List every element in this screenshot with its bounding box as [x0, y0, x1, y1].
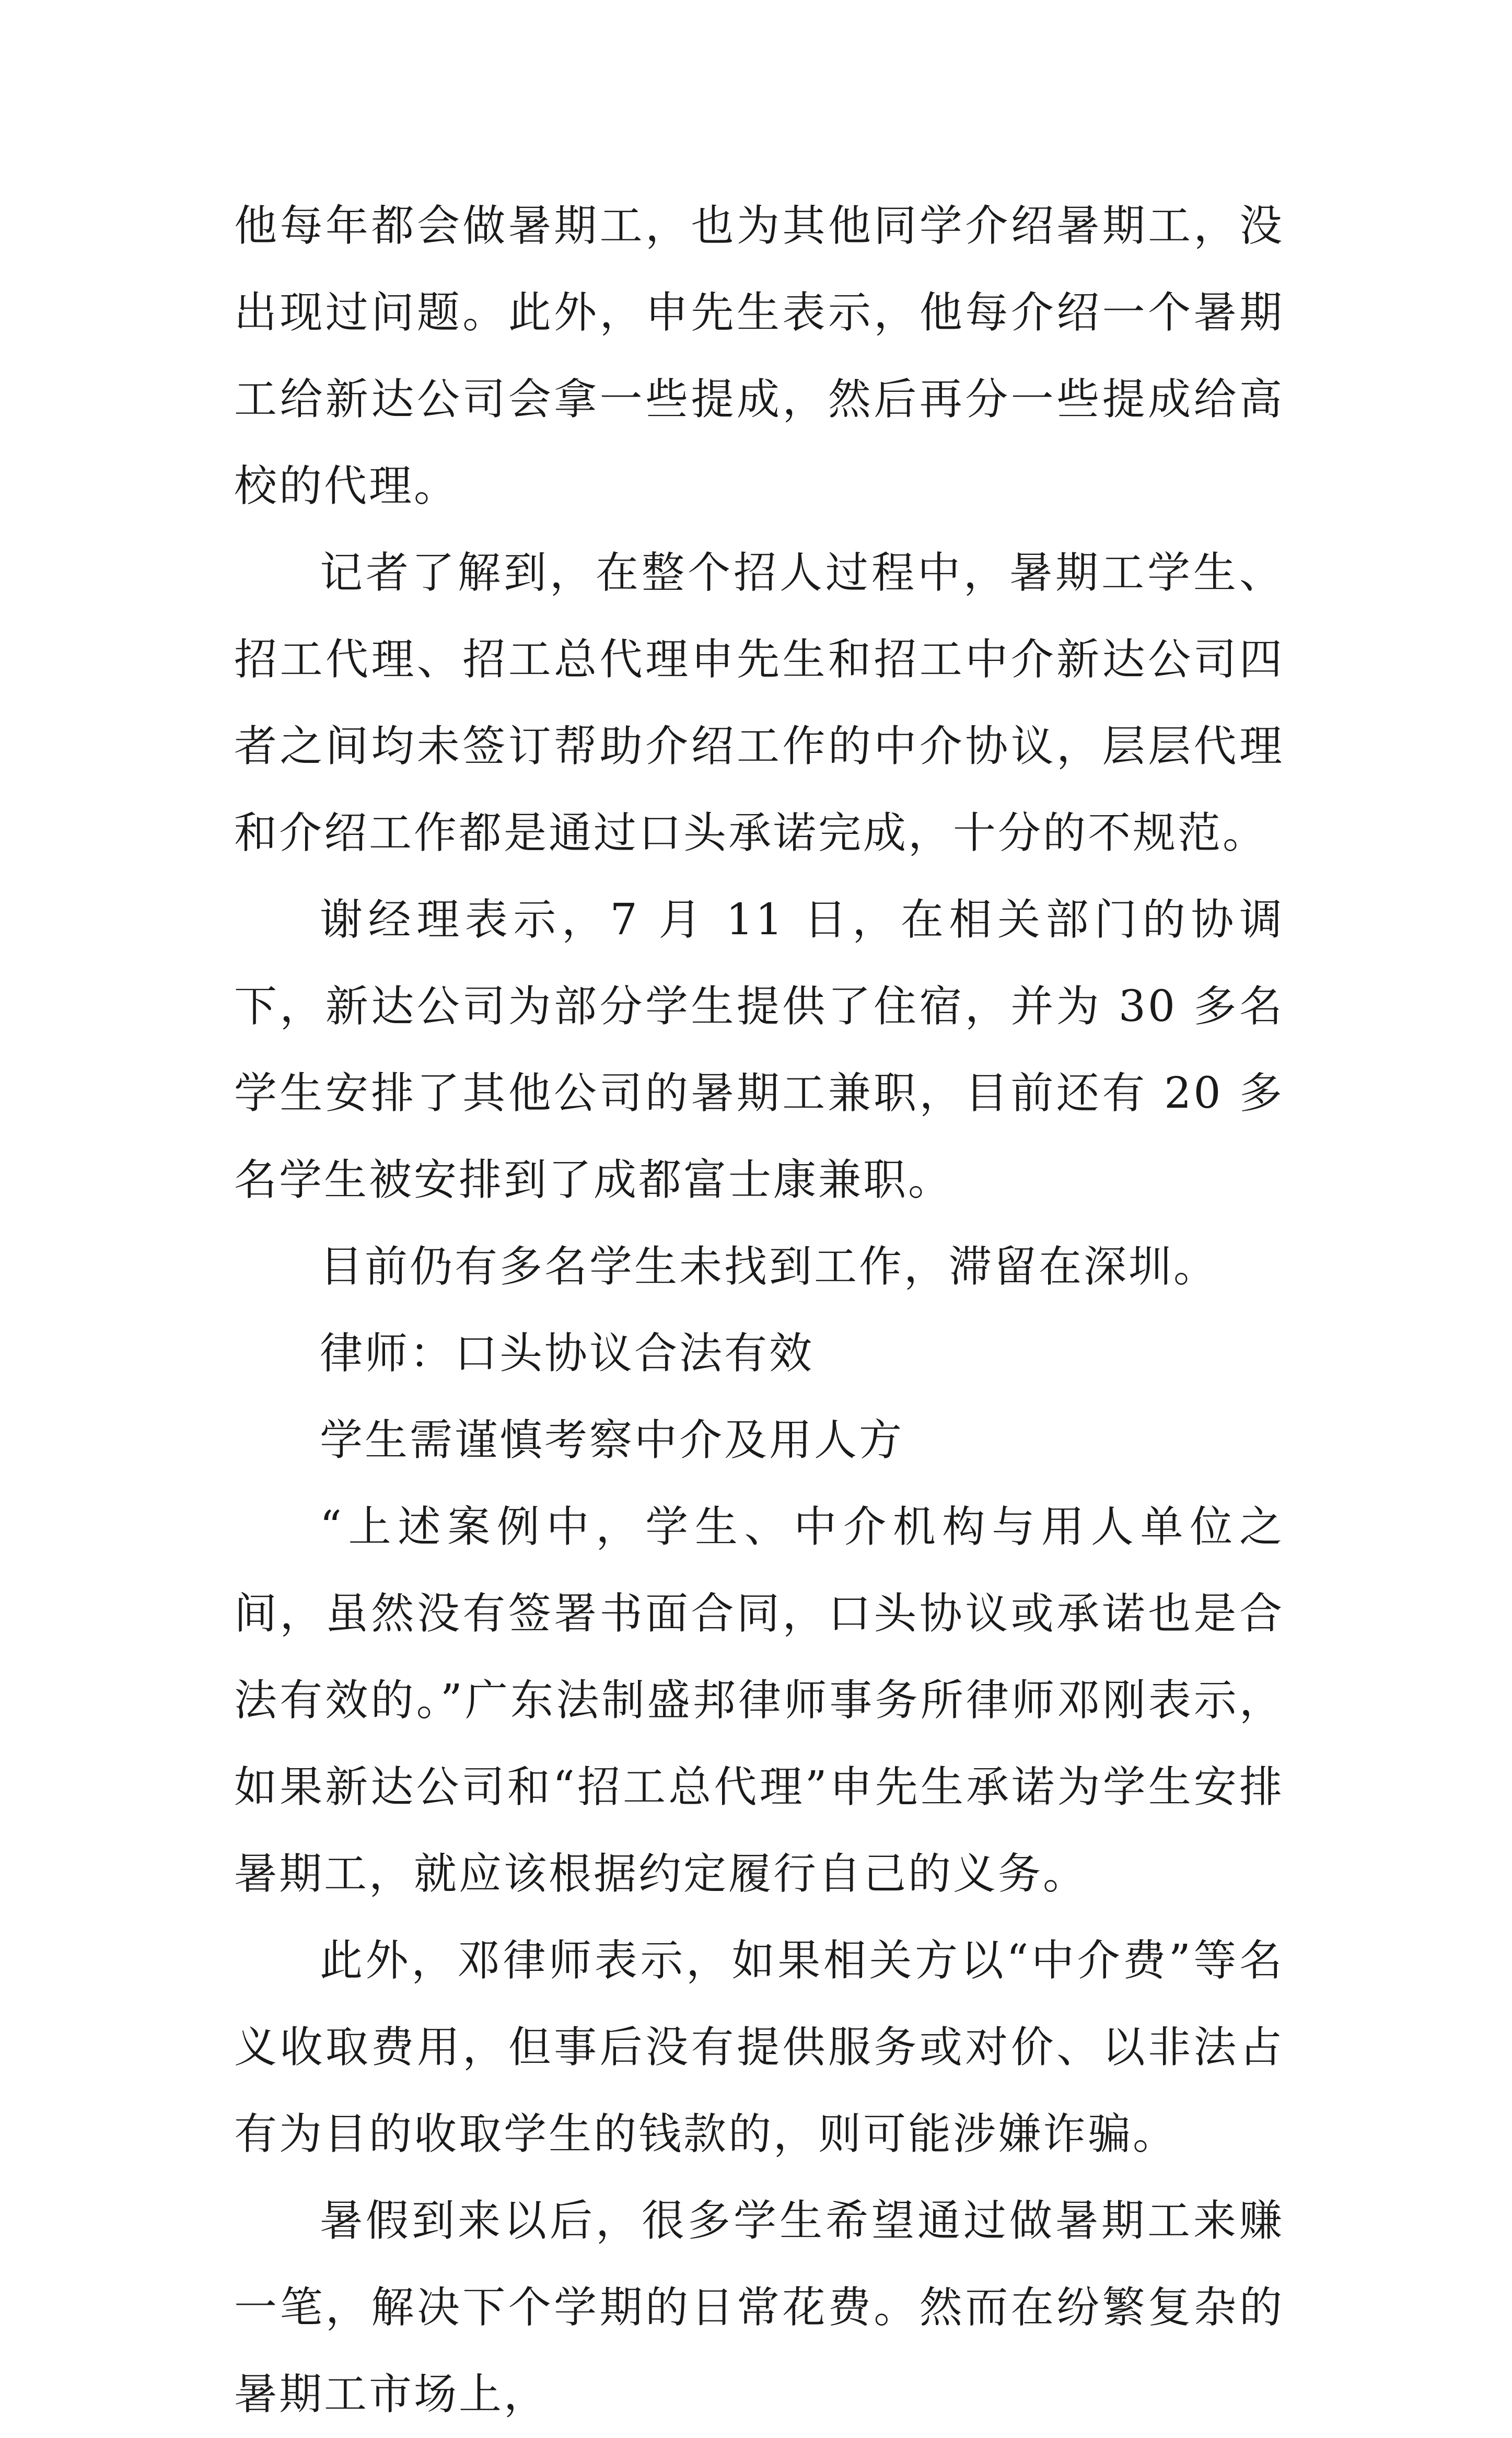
paragraph-fraud-warning: 此外，邓律师表示，如果相关方以“中介费”等名义收取费用，但事后没有提供服务或对价、以非法占有为目的收取学生的钱款的，则可能涉嫌诈骗。 [234, 1936, 1284, 2159]
paragraph-lawyer-quote: “上述案例中，学生、中介机构与用人单位之间，虽然没有签署书面合同，口头协议或承诺也是合法有效的。”广东法制盛邦律师事务所律师邓刚表示，如果新达公司和“招工总代理”申先生承诺为学生安排暑期工，就应该根据约定履行自己的义务。 [234, 1502, 1284, 1899]
paragraph-summer-market: 暑假到来以后，很多学生希望通过做暑期工来赚一笔，解决下个学期的日常花费。然而在纷繁复杂的暑期工市场上， [234, 2196, 1284, 2419]
paragraph-manager-statement: 谢经理表示，7 月 11 日，在相关部门的协调下，新达公司为部分学生提供了住宿，并为 30 多名学生安排了其他公司的暑期工兼职，目前还有 20 多名学生被安排到了成都富士康兼职。 [234, 895, 1284, 1205]
paragraph-stranded-students: 目前仍有多名学生未找到工作，滞留在深圳。 [320, 1242, 1219, 1292]
section-heading-lawyer: 律师：口头协议合法有效 [320, 1329, 815, 1378]
article-body [234, 183, 1284, 2438]
section-subheading-caution: 学生需谨慎考察中介及用人方 [320, 1415, 904, 1465]
paragraph-continuation: 他每年都会做暑期工，也为其他同学介绍暑期工，没出现过问题。此外，申先生表示，他每介绍一个暑期工给新达公司会拿一些提成，然后再分一些提成给高校的代理。 [234, 201, 1284, 511]
paragraph-no-agreement: 记者了解到，在整个招人过程中，暑期工学生、招工代理、招工总代理申先生和招工中介新达公司四者之间均未签订帮助介绍工作的中介协议，层层代理和介绍工作都是通过口头承诺完成，十分的不规范。 [234, 548, 1284, 858]
